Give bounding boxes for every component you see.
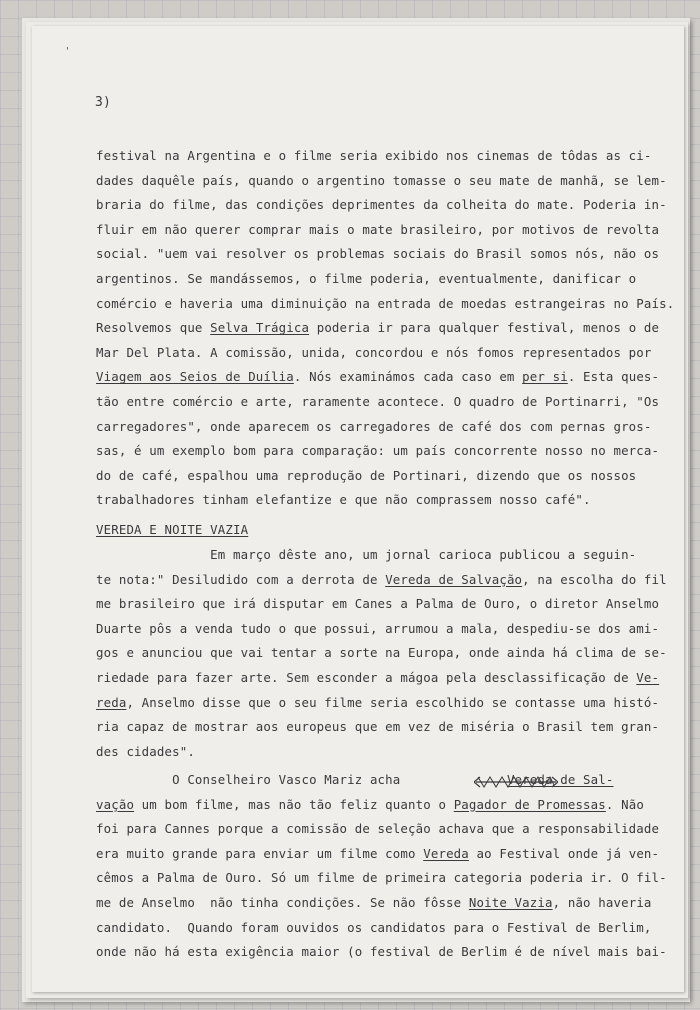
underlined-title: Vereda xyxy=(423,845,469,861)
text-line xyxy=(96,671,659,685)
text-segment: fluir em não querer comprar mais o mate brasileiro, por motivos de revolta xyxy=(96,221,660,237)
text-segment: do de café, espalhou uma reprodução de Portinari, dizendo que os nossos xyxy=(96,467,637,483)
text-segment: dades daquêle país, quando o argentino tomasse o seu mate de manhã, se lem- xyxy=(96,172,667,188)
section-heading: VEREDA E NOITE VAZIA xyxy=(96,522,249,537)
text-segment: social. "uem vai resolver os problemas sociais do Brasil somos nós, não os xyxy=(96,246,660,262)
text-segment: trabalhadores tinham elefantize e que não comprassem nosso café". xyxy=(96,492,591,508)
text-segment: Resolvemos que xyxy=(96,320,211,336)
text-segment: Duarte pôs a venda tudo o que possui, arrumou a mala, despediu-se dos ami- xyxy=(96,620,660,636)
text-segment: poderia ir para qualquer festival, menos o de xyxy=(309,320,660,336)
text-segment: . Não xyxy=(605,796,644,812)
underlined-title: reda xyxy=(96,694,127,710)
text-segment: . Nós examinámos cada caso em xyxy=(293,369,523,385)
text-line xyxy=(96,346,652,360)
text-line xyxy=(96,720,659,734)
text-segment: Em março dêste ano, um jornal carioca publicou a seguin- xyxy=(96,547,637,562)
crossed-out-text xyxy=(474,773,558,791)
text-segment: comércio e haveria uma diminuição na entrada de moedas estrangeiras no País. xyxy=(96,295,675,311)
text-segment: argentinos. Se mandássemos, o filme poderia, eventualmente, danificar o xyxy=(96,271,637,286)
text-segment: ao Festival onde já ven- xyxy=(468,845,660,861)
text-line xyxy=(96,198,667,212)
text-segment: me de Anselmo não tinha condições. Se não fôsse xyxy=(96,895,469,910)
text-segment: , na escolha do fil xyxy=(522,571,667,587)
text-line xyxy=(96,444,659,458)
text-line xyxy=(96,493,591,507)
text-segment: te nota:" Desiludido com a derrota de xyxy=(96,571,386,587)
underlined-title: Pagador de Promessas xyxy=(453,796,606,812)
text-segment: foi para Cannes porque a comissão de seleção achava que a responsabilidade xyxy=(96,821,660,837)
text-line xyxy=(96,573,667,587)
text-segment: carregadores", onde aparecem os carregadores de café dos com pernas gros- xyxy=(96,418,652,434)
text-line xyxy=(96,395,659,409)
text-segment: um bom filme, mas não tão feliz quanto o xyxy=(134,796,454,812)
underlined-title: Ve- xyxy=(636,670,660,685)
text-segment: Mar Del Plata. A comissão, unida, concordou e nós fomos representados por xyxy=(96,344,652,360)
text-segment: tão entre comércio e arte, raramente acontece. O quadro de Portinarri, "Os xyxy=(96,394,660,409)
text-line xyxy=(96,548,636,562)
text-line xyxy=(96,945,667,959)
text-line xyxy=(96,223,659,237)
text-line xyxy=(96,247,659,261)
text-segment: candidato. Quando foram ouvidos os candidatos para o Festival de Berlim, xyxy=(96,919,652,935)
text-segment: sas, é um exemplo bom para comparação: um país concorrente nosso no merca- xyxy=(96,443,660,459)
text-line xyxy=(96,646,667,660)
text-segment: cêmos a Palma de Ouro. Só um filme de primeira categoria poderia ir. O fil- xyxy=(96,870,667,886)
text-line xyxy=(96,149,652,163)
text-line xyxy=(96,745,195,759)
text-line xyxy=(96,469,636,483)
text-line xyxy=(96,370,659,384)
text-line xyxy=(96,174,667,188)
text-segment: , não haveria xyxy=(552,895,652,910)
text-segment: braria do filme, das condições deprimentes da colheita do mate. Poderia in- xyxy=(96,197,667,213)
text-line xyxy=(96,871,667,885)
underlined-title: Vereda de Sal- xyxy=(506,772,614,787)
text-segment: O Conselheiro Vasco Mariz acha xyxy=(96,772,507,787)
text-line xyxy=(96,847,659,861)
underlined-title: Noite Vazia xyxy=(468,895,553,910)
text-line xyxy=(96,321,659,335)
text-segment: festival na Argentina e o filme seria exibido nos cinemas de tôdas as ci- xyxy=(96,148,652,163)
text-segment: , Anselmo disse que o seu filme seria escolhido se contasse uma histó- xyxy=(126,694,660,710)
text-segment: ria capaz de mostrar aos europeus que em vez de miséria o Brasil tem gran- xyxy=(96,719,660,735)
text-line xyxy=(96,798,644,812)
text-line xyxy=(96,420,652,434)
text-line xyxy=(96,597,659,611)
underlined-title: Vereda de Salvação xyxy=(385,571,523,587)
underlined-title: vação xyxy=(96,796,135,812)
text-segment: era muito grande para enviar um filme como xyxy=(96,845,424,861)
text-line xyxy=(96,272,636,286)
underlined-title: Viagem aos Seios de Duília xyxy=(96,369,294,385)
text-segment: me brasileiro que irá disputar em Canes a Palma de Ouro, o diretor Anselmo xyxy=(96,596,660,612)
text-line xyxy=(96,921,652,935)
text-line xyxy=(96,896,652,910)
text-line xyxy=(96,696,659,710)
text-line xyxy=(96,622,659,636)
text-segment: des cidades". xyxy=(96,743,195,759)
text-segment: riedade para fazer arte. Sem esconder a mágoa pela desclassificação de xyxy=(96,670,637,685)
corner-mark: ' xyxy=(66,46,69,57)
underlined-title: Selva Trágica xyxy=(210,320,310,336)
text-line xyxy=(96,297,674,311)
text-segment: onde não há esta exigência maior (o festival de Berlim é de nível mais bai- xyxy=(96,944,667,960)
underlined-title: per si xyxy=(522,369,568,385)
text-segment: . Esta ques- xyxy=(567,369,660,385)
page-number: 3) xyxy=(95,95,111,110)
text-segment: gos e anunciou que vai tentar a sorte na Europa, onde ainda há clima de se- xyxy=(96,645,667,661)
text-line xyxy=(96,822,659,836)
